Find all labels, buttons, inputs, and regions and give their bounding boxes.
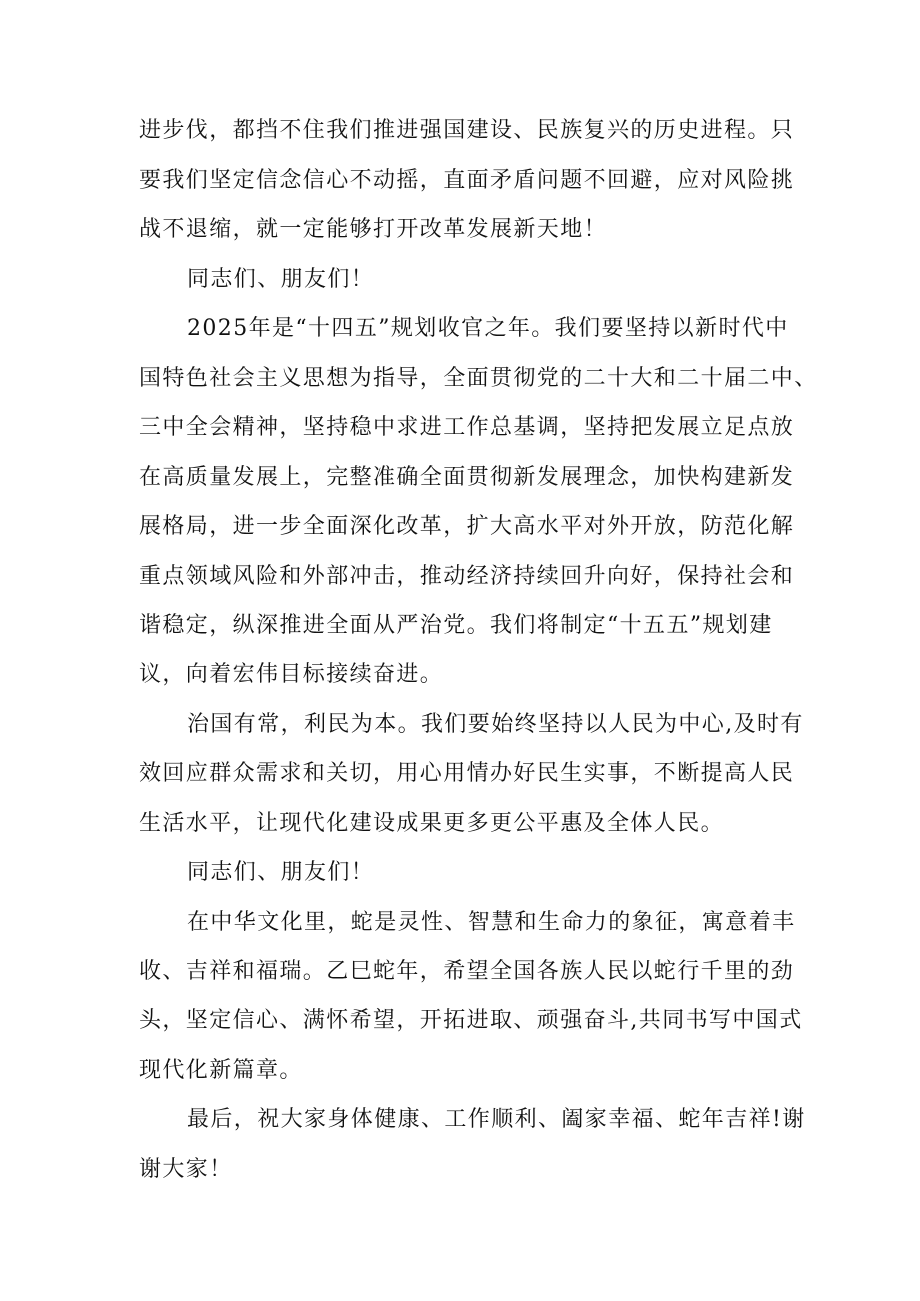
text-line: 谐稳定，纵深推进全面从严治党。我们将制定“十五五”规划建 bbox=[139, 613, 773, 638]
text-line: 展格局，进一步全面深化改革，扩大高水平对外开放，防范化解 bbox=[139, 514, 795, 539]
text-line: 2025年是“十四五”规划收官之年。我们要坚持以新时代中 bbox=[187, 316, 789, 341]
text-line: 效回应群众需求和关切，用心用情办好民生实事，不断提高人民 bbox=[139, 761, 795, 786]
text-line: 三中全会精神，坚持稳中求进工作总基调，坚持把发展立足点放 bbox=[139, 415, 795, 440]
text-line: 要我们坚定信念信心不动摇，直面矛盾问题不回避，应对风险挑 bbox=[139, 168, 795, 193]
salutation-line: 同志们、朋友们！ bbox=[187, 267, 375, 292]
text-line: 生活水平，让现代化建设成果更多更公平惠及全体人民。 bbox=[139, 811, 725, 836]
text-line: 收、吉祥和福瑞。乙巳蛇年，希望全国各族人民以蛇行千里的劲 bbox=[139, 959, 795, 984]
text-line: 头，坚定信心、满怀希望，开拓进取、顽强奋斗,共同书写中国式 bbox=[139, 1008, 803, 1033]
text-line: 重点领域风险和外部冲击，推动经济持续回升向好，保持社会和 bbox=[139, 564, 795, 589]
text-line: 战不退缩，就一定能够打开改革发展新天地！ bbox=[139, 217, 608, 242]
text-line: 治国有常，利民为本。我们要始终坚持以人民为中心,及时有 bbox=[187, 712, 804, 737]
text-line: 议，向着宏伟目标接续奋进。 bbox=[139, 662, 444, 687]
salutation-line: 同志们、朋友们！ bbox=[187, 860, 375, 885]
text-line: 现代化新篇章。 bbox=[139, 1058, 303, 1083]
text-line: 最后，祝大家身体健康、工作顺利、阖家幸福、蛇年吉祥!谢 bbox=[187, 1107, 806, 1132]
text-line: 在高质量发展上，完整准确全面贯彻新发展理念，加快构建新发 bbox=[139, 465, 795, 490]
text-line: 在中华文化里，蛇是灵性、智慧和生命力的象征，寓意着丰 bbox=[187, 910, 796, 935]
text-line: 国特色社会主义思想为指导，全面贯彻党的二十大和二十届二中、 bbox=[139, 366, 818, 391]
text-line: 谢大家！ bbox=[139, 1157, 233, 1182]
text-line: 进步伐，都挡不住我们推进强国建设、民族复兴的历史进程。只 bbox=[139, 118, 795, 143]
